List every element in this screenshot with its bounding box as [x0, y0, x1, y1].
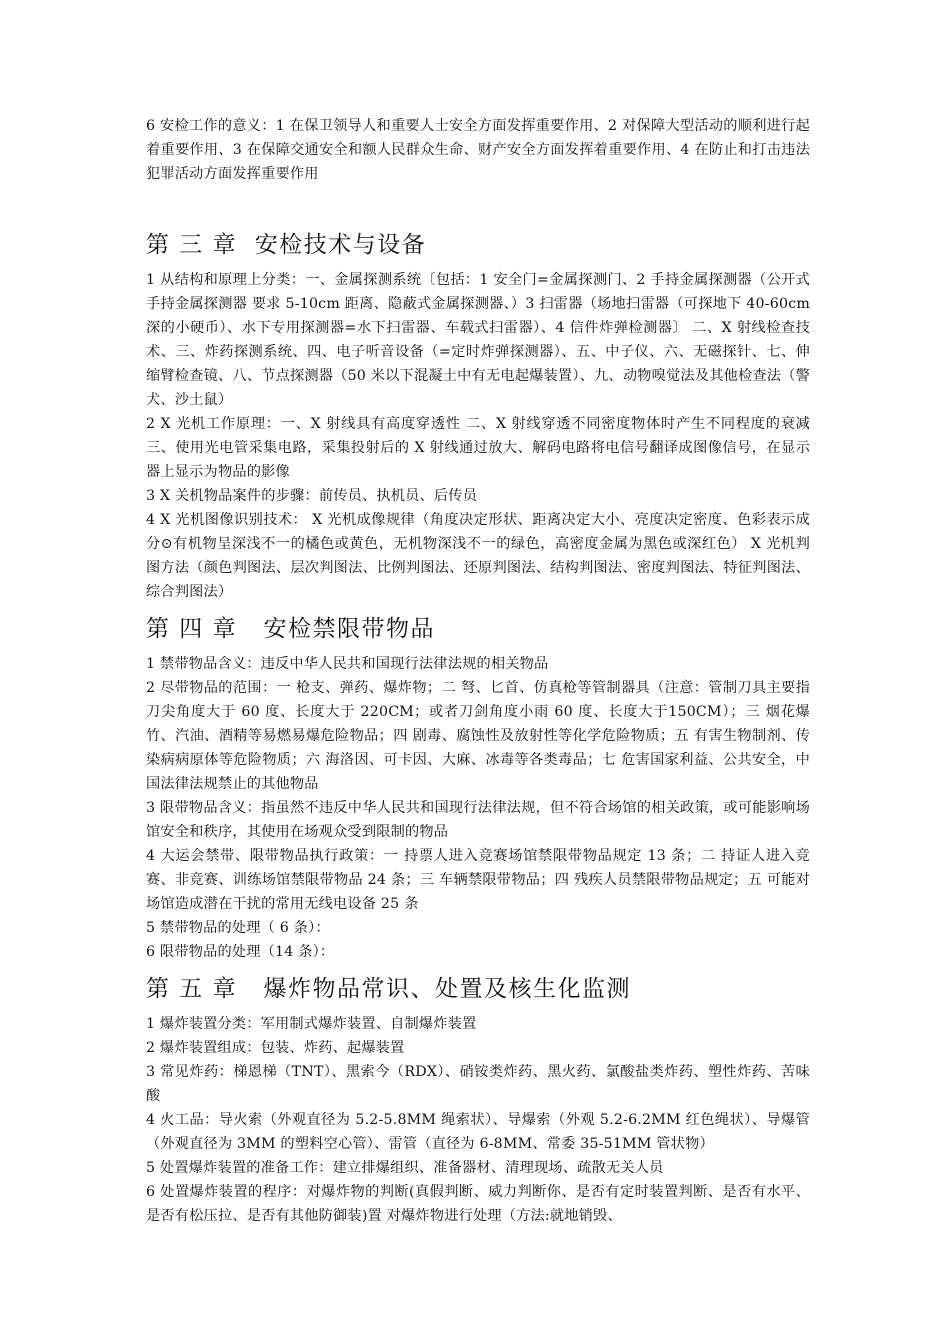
chapter-5-item: 2 爆炸装置组成：包装、炸药、起爆装置	[146, 1040, 405, 1056]
chapter-3-body	[146, 268, 810, 604]
chapter-4-body	[146, 652, 810, 964]
chapter-3-item: 4 X 光机图像识别技术： X 光机成像规律（角度决定形状、距离决定大小、亮度决定密度、色彩表示成分⊙有机物呈深浅不一的橘色或黄色，无机物深浅不一的绿色，高密度金属为黑色或深红色） X 光机判图方法（颜色判图法、层次判图法、比例判图法、还原判图法、结构判图法、密度判图法、特征判图法、综合判图法）	[146, 512, 810, 600]
chapter-3-heading: 第 三 章 安检技术与设备	[146, 232, 427, 258]
chapter-4-heading: 第 四 章 安检禁限带物品	[146, 616, 436, 642]
chapter-4-item: 1 禁带物品含义：违反中华人民共和国现行法律法规的相关物品	[146, 656, 549, 672]
chapter-5-item: 6 处置爆炸装置的程序：对爆炸物的判断(真假判断、威力判断你、是否有定时装置判断、是否有水平、是否有松压拉、是否有其他防御装)置 对爆炸物进行处理（方法:就地销毁、	[146, 1184, 810, 1224]
chapter-5-item: 3 常见炸药：梯恩梯（TNT）、黑索今（RDX）、硝铵类炸药、黑火药、氯酸盐类炸药、塑性炸药、苦味酸	[146, 1064, 810, 1104]
document-page	[146, 114, 810, 1228]
chapter-4-item: 5 禁带物品的处理（ 6 条）：	[146, 920, 330, 936]
chapter-4-item: 2 尽带物品的范围：一 枪支、弹药、爆炸物；二 弩、匕首、仿真枪等管制器具（注意：管制刀具主要指刀尖角度大于 60 度、长度大于 220CM；或者刀剑角度小雨 60 度、长度大于150CM）；三 烟花爆竹、汽油、酒精等易燃易爆危险物品；四 剧毒、腐蚀性及放射性等化学危险物质；五 有害生物制剂、传染病病原体等危险物质；六 海洛因、可卡因、大麻、冰毒等各类毒品；七 危害国家利益、公共安全，中国法律法规禁止的其他物品	[146, 680, 810, 792]
chapter-5-heading: 第 五 章 爆炸物品常识、处置及核生化监测	[146, 976, 632, 1002]
chapter-4-item: 4 大运会禁带、限带物品执行政策：一 持票人进入竞赛场馆禁限带物品规定 13 条；二 持证人进入竞赛、非竞赛、训练场馆禁限带物品 24 条；三 车辆禁限带物品；四 残疾人员禁限带物品规定；五 可能对场馆造成潜在干扰的常用无线电设备 25 条	[146, 848, 810, 912]
intro-paragraph: 6 安检工作的意义：1 在保卫领导人和重要人士安全方面发挥重要作用、2 对保障大型活动的顺利进行起着重要作用、3 在保障交通安全和额人民群众生命、财产安全方面发挥着重要作用、4 在防止和打击违法犯罪活动方面发挥重要作用	[146, 118, 810, 182]
chapter-4-item: 3 限带物品含义：指虽然不违反中华人民共和国现行法律法规，但不符合场馆的相关政策，或可能影响场馆安全和秩序，其使用在场观众受到限制的物品	[146, 800, 810, 840]
chapter-4-item: 6 限带物品的处理（14 条）：	[146, 944, 335, 960]
chapter-5-body	[146, 1012, 810, 1228]
chapter-5-item: 1 爆炸装置分类：军用制式爆炸装置、自制爆炸装置	[146, 1016, 477, 1032]
chapter-5-item: 4 火工品：导火索（外观直径为 5.2-5.8MM 绳索状）、导爆索（外观 5.2-6.2MM 红色绳状）、导爆管（外观直径为 3MM 的塑料空心管）、雷管（直径为 6-8MM、常委 35-51MM 管状物）	[146, 1112, 810, 1152]
chapter-3-item: 1 从结构和原理上分类：一、金属探测系统〔包括：1 安全门=金属探测门、2 手持金属探测器（公开式手持金属探测器 要求 5-10cm 距离、隐蔽式金属探测器、）3 扫雷器（场地扫雷器（可探地下 40-60cm 深的小硬币）、水下专用探测器=水下扫雷器、车载式扫雷器）、4 信件炸弹检测器〕 二、X 射线检查技术、三、炸药探测系统、四、电子听音设备（=定时炸弹探测器）、五、中子仪、六、无磁探针、七、伸缩臂检查镜、八、节点探测器（50 米以下混凝土中有无电起爆装置）、九、动物嗅觉法及其他检查法（警犬、沙土鼠）	[146, 272, 810, 408]
chapter-3-item: 3 X 关机物品案件的步骤：前传员、执机员、后传员	[146, 488, 478, 504]
chapter-5-item: 5 处置爆炸装置的准备工作：建立排爆组织、准备器材、清理现场、疏散无关人员	[146, 1160, 664, 1176]
chapter-3-item: 2 X 光机工作原理：一、X 射线具有高度穿透性 二、X 射线穿透不同密度物体时产生不同程度的衰减 三、使用光电管采集电路，采集投射后的 X 射线通过放大、解码电路将电信号翻译成图像信号，在显示器上显示为物品的影像	[146, 416, 810, 480]
